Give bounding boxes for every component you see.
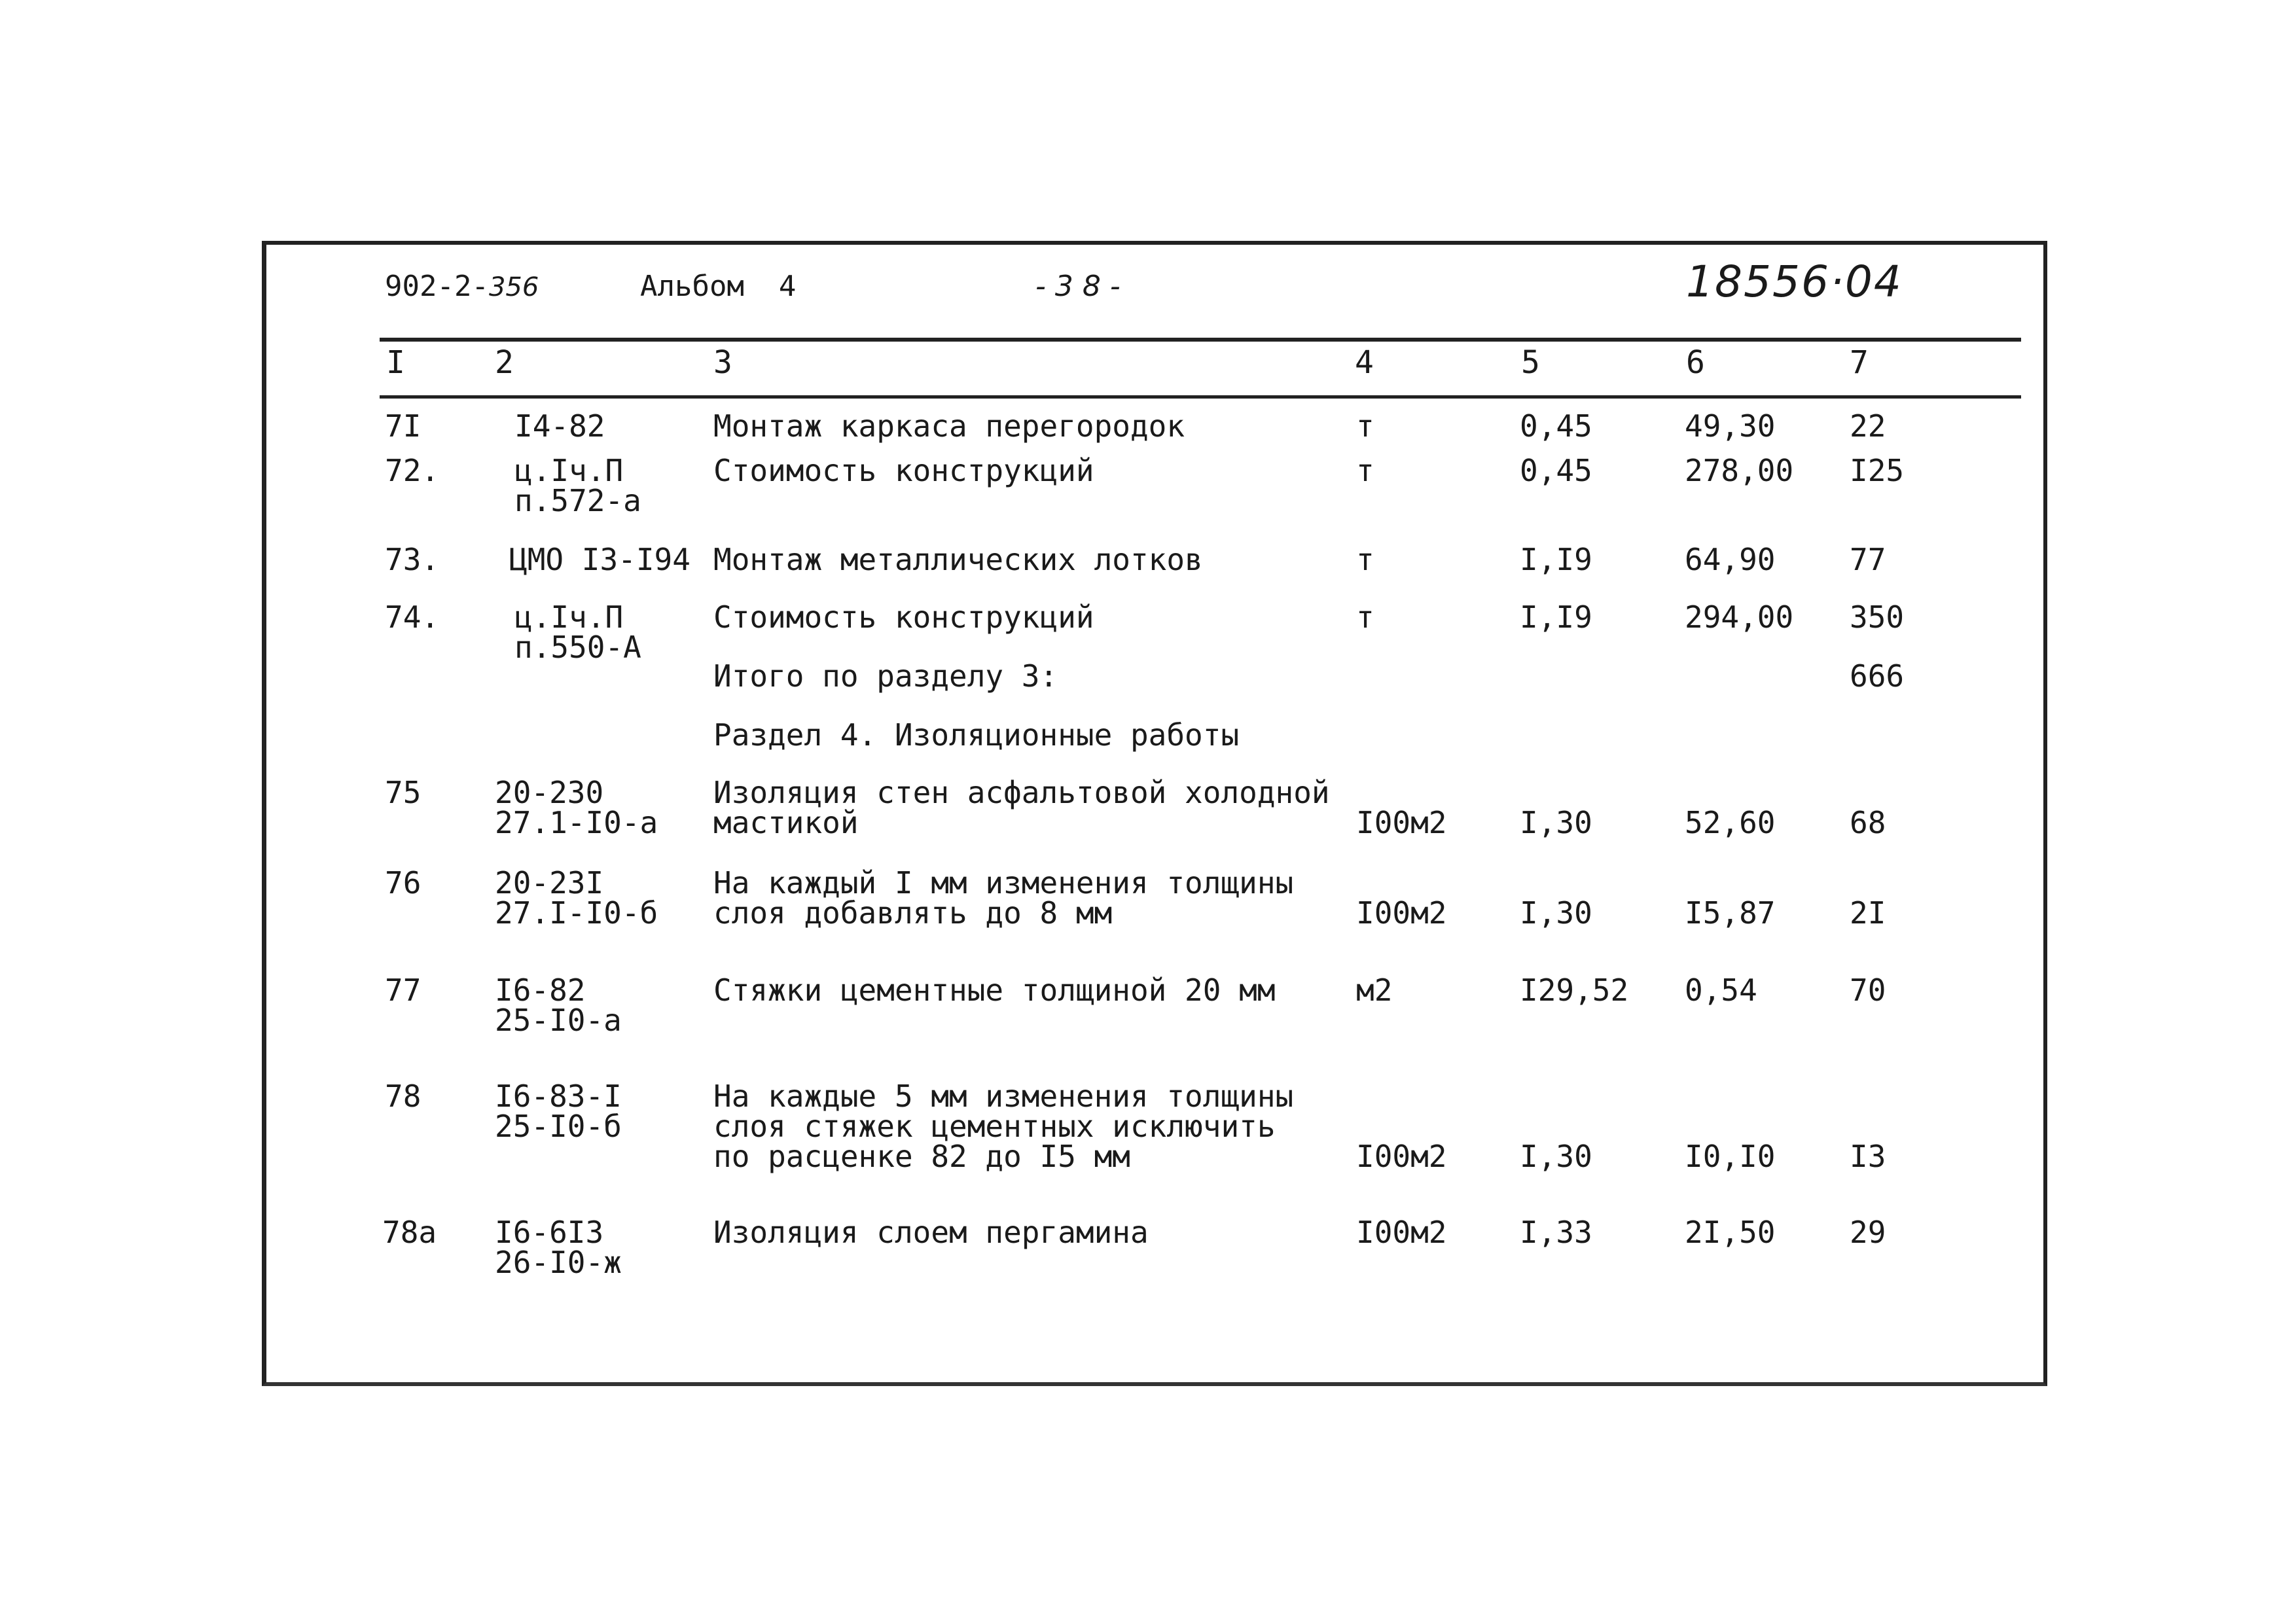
row-unit-price: 0,54 xyxy=(1685,972,1757,1008)
inventory-number: 18556·04 xyxy=(1686,257,1903,307)
row-description: На каждый I мм изменения толщины xyxy=(713,865,1294,901)
row-unit-price: 278,00 xyxy=(1685,453,1794,488)
row-code: ЦМО I3-I94 xyxy=(509,542,691,577)
col-header-5: 5 xyxy=(1521,344,1540,381)
row-quantity: 0,45 xyxy=(1520,408,1592,444)
doc-code-handwritten: 356 xyxy=(488,272,539,302)
row-description: Стоимость конструкций xyxy=(713,599,1094,635)
row-unit-price: 2I,50 xyxy=(1685,1215,1776,1250)
col-header-4: 4 xyxy=(1355,344,1374,381)
row-total: 2I xyxy=(1850,895,1886,931)
row-total: 29 xyxy=(1850,1215,1886,1250)
row-total: 68 xyxy=(1850,805,1886,840)
row-total: 70 xyxy=(1850,972,1886,1008)
header-rule-bottom xyxy=(380,395,2021,399)
row-code: I6-6I3 xyxy=(495,1215,604,1250)
row-unit: м2 xyxy=(1356,972,1393,1008)
row-description: слоя стяжек цементных исключить xyxy=(713,1109,1276,1144)
row-code: ц.Iч.П xyxy=(514,599,624,635)
row-unit: т xyxy=(1356,599,1374,635)
row-unit: т xyxy=(1356,542,1374,577)
row-quantity: I,I9 xyxy=(1520,542,1592,577)
row-code: I6-83-I xyxy=(495,1079,622,1114)
page-number: - 3 8 - xyxy=(1035,270,1121,303)
row-total: 77 xyxy=(1850,542,1886,577)
row-description: Монтаж каркаса перегородок xyxy=(713,408,1185,444)
row-total: I3 xyxy=(1850,1139,1886,1174)
header-rule-top xyxy=(380,338,2021,342)
row-number: 77 xyxy=(385,972,422,1008)
row-description: Стяжки цементные толщиной 20 мм xyxy=(713,972,1276,1008)
row-description: слоя добавлять до 8 мм xyxy=(713,895,1113,931)
row-unit: т xyxy=(1356,453,1374,488)
row-description: Монтаж металлических лотков xyxy=(713,542,1203,577)
subtotal-value: 666 xyxy=(1850,658,1905,694)
row-number: 78а xyxy=(382,1215,437,1250)
row-number: 73. xyxy=(385,542,440,577)
row-quantity: I,33 xyxy=(1520,1215,1592,1250)
row-description: Стоимость конструкций xyxy=(713,453,1094,488)
row-description: мастикой xyxy=(713,805,859,840)
row-code: 25-I0-б xyxy=(495,1109,622,1144)
col-header-2: 2 xyxy=(495,344,514,381)
row-unit-price: I0,I0 xyxy=(1685,1139,1776,1174)
row-number: 7I xyxy=(385,408,422,444)
row-code: ц.Iч.П xyxy=(514,453,624,488)
row-unit: I00м2 xyxy=(1356,805,1447,840)
row-description: Изоляция слоем пергамина xyxy=(713,1215,1149,1250)
row-total: 350 xyxy=(1850,599,1905,635)
col-header-3: 3 xyxy=(713,344,732,381)
row-number: 78 xyxy=(385,1079,422,1114)
row-number: 72. xyxy=(385,453,440,488)
row-unit-price: I5,87 xyxy=(1685,895,1776,931)
row-unit-price: 294,00 xyxy=(1685,599,1794,635)
row-code: п.572-а xyxy=(514,483,641,518)
subtotal-label: Итого по разделу 3: xyxy=(713,658,1058,694)
row-code: 20-23I xyxy=(495,865,604,901)
row-code: 25-I0-а xyxy=(495,1003,622,1038)
col-header-1: I xyxy=(386,344,405,381)
row-quantity: 0,45 xyxy=(1520,453,1592,488)
row-description: Изоляция стен асфальтовой холодной xyxy=(713,775,1330,810)
row-description: На каждые 5 мм изменения толщины xyxy=(713,1079,1294,1114)
row-quantity: I,30 xyxy=(1520,1139,1592,1174)
row-code: 27.I-I0-б xyxy=(495,895,658,931)
doc-code: 902-2-356 xyxy=(385,270,539,303)
album-label: Альбом 4 xyxy=(640,270,797,303)
section-heading: Раздел 4. Изоляционные работы xyxy=(713,717,1240,753)
row-quantity: I,30 xyxy=(1520,805,1592,840)
row-unit: I00м2 xyxy=(1356,1215,1447,1250)
row-number: 76 xyxy=(385,865,422,901)
row-total: 22 xyxy=(1850,408,1886,444)
col-header-7: 7 xyxy=(1850,344,1869,381)
row-code: 26-I0-ж xyxy=(495,1245,622,1280)
row-quantity: I,I9 xyxy=(1520,599,1592,635)
row-code: I6-82 xyxy=(495,972,586,1008)
row-unit-price: 52,60 xyxy=(1685,805,1776,840)
row-unit: I00м2 xyxy=(1356,1139,1447,1174)
row-unit-price: 49,30 xyxy=(1685,408,1776,444)
row-code: 27.1-I0-а xyxy=(495,805,658,840)
row-quantity: I,30 xyxy=(1520,895,1592,931)
row-number: 74. xyxy=(385,599,440,635)
row-description: по расценке 82 до I5 мм xyxy=(713,1139,1130,1174)
row-number: 75 xyxy=(385,775,422,810)
row-quantity: I29,52 xyxy=(1520,972,1629,1008)
row-unit-price: 64,90 xyxy=(1685,542,1776,577)
row-unit: I00м2 xyxy=(1356,895,1447,931)
col-header-6: 6 xyxy=(1686,344,1705,381)
row-total: I25 xyxy=(1850,453,1905,488)
row-code: I4-82 xyxy=(514,408,605,444)
row-unit: т xyxy=(1356,408,1374,444)
row-code: п.550-А xyxy=(514,630,641,665)
row-code: 20-230 xyxy=(495,775,604,810)
